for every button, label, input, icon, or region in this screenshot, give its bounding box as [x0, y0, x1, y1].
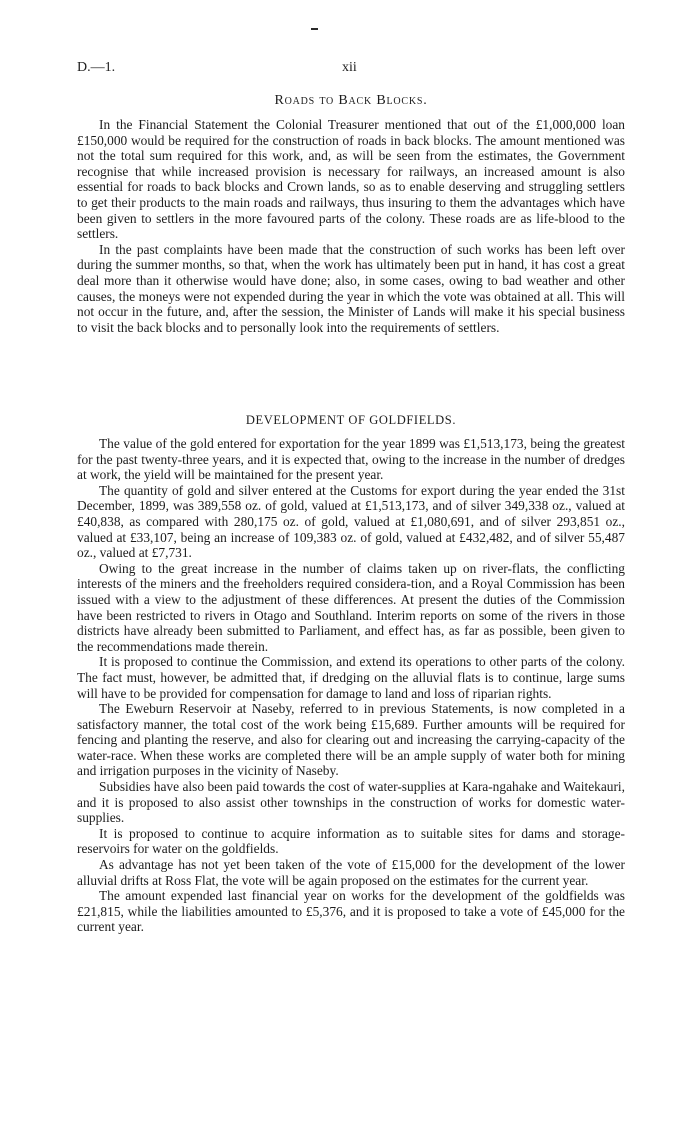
paragraph: As advantage has not yet been taken of the vote of £15,000 for the development of the lower alluvial drifts at Ross Flat, the vote will be again proposed on the estimates for the current year.	[77, 857, 625, 888]
section-roads-to-back-blocks	[77, 93, 625, 335]
paragraph: Subsidies have also been paid towards the cost of water-supplies at Kara-ngahake and Waitekauri, and it is proposed to also assist other townships in the construction of works for domestic water-supplies.	[77, 779, 625, 826]
paragraph: It is proposed to continue to acquire information as to suitable sites for dams and storage-reservoirs for water on the goldfields.	[77, 825, 625, 857]
section-heading: DEVELOPMENT OF GOLDFIELDS.	[245, 413, 457, 427]
paragraph: The quantity of gold and silver entered at the Customs for export during the year ended the 31st December, 1899, was 389,558 oz. of gold, valued at £1,513,173, and of silver 349,338 oz., valued at £40,838, as compared with 280,175 oz. of gold, valued at £1,080,691, and of silver 293,851 oz., valued at £33,107, being an increase of 109,383 oz. of gold, valued at £432,482, and of silver 55,487 oz., valued at £7,731.	[77, 482, 625, 561]
paragraph: Owing to the great increase in the number of claims taken up on river-flats, the conflicting interests of the miners and the freeholders required considera-tion, and a Royal Commission has been issued with a view to the adjustment of these differences. At present the duties of the Commission have been restricted to rivers in Otago and Southland. Interim reports on some of the rivers in those districts have already been submitted to Parliament, and effect has, as far as possible, been given to the recommendations made therein.	[77, 560, 625, 654]
paragraph: In the Financial Statement the Colonial Treasurer mentioned that out of the £1,000,000 loan £150,000 would be required for the construction of roads in back blocks. The amount mentioned was not the total sum required for this work, and, as will be seen from the estimates, the Government recognise that while increased provision is necessary for railways, an increased amount is also essential for roads to back blocks and Crown lands, so as to enable deserving and struggling settlers to get their products to the main roads and railways, thus insuring to them the advantages which have been given to settlers in the more favoured parts of the colony. These roads are as life-blood to the settlers.	[77, 117, 625, 242]
paragraph: The Eweburn Reservoir at Naseby, referred to in previous Statements, is now completed in a satisfactory manner, the total cost of the work being £15,689. Further amounts will be required for fencing and planting the reserve, and also for clearing out and increasing the carrying-capacity of the water-race. When these works are completed there will be an ample supply of water both for mining and irrigation purposes in the vicinity of Naseby.	[77, 701, 625, 779]
paragraph: It is proposed to continue the Commission, and extend its operations to other parts of the colony. The fact must, however, be admitted that, if dredging on the alluvial flats is to continue, large sums will have to be provided for compensation for damage to land and loss of riparian rights.	[77, 654, 625, 701]
paragraph: In the past complaints have been made that the construction of such works has been left over during the summer months, so that, when the work has ultimately been put in hand, it has cost a great deal more than it otherwise would have done; also, in some cases, owing to bad weather and other causes, the moneys were not expended during the year in which the vote was obtained at all. This will not occur in the future, and, after the session, the Minister of Lands will make it his special business to visit the back blocks and to personally look into the requirements of settlers.	[77, 241, 625, 335]
document-reference: D.—1.	[77, 60, 116, 75]
top-dash-mark	[311, 28, 318, 30]
running-head	[77, 60, 625, 80]
paragraph: The value of the gold entered for exportation for the year 1899 was £1,513,173, being the greatest for the past twenty-three years, and it is expected that, owing to the increase in the number of dredges at work, the yield will be maintained for the present year.	[77, 436, 625, 483]
page-number: xii	[342, 60, 357, 75]
section-development-of-goldfields	[77, 412, 625, 935]
section-heading: Roads to Back Blocks.	[274, 93, 428, 108]
paragraph: The amount expended last financial year on works for the development of the goldfields was £21,815, while the liabilities amounted to £5,376, and it is proposed to take a vote of £45,000 for the current year.	[77, 888, 625, 935]
